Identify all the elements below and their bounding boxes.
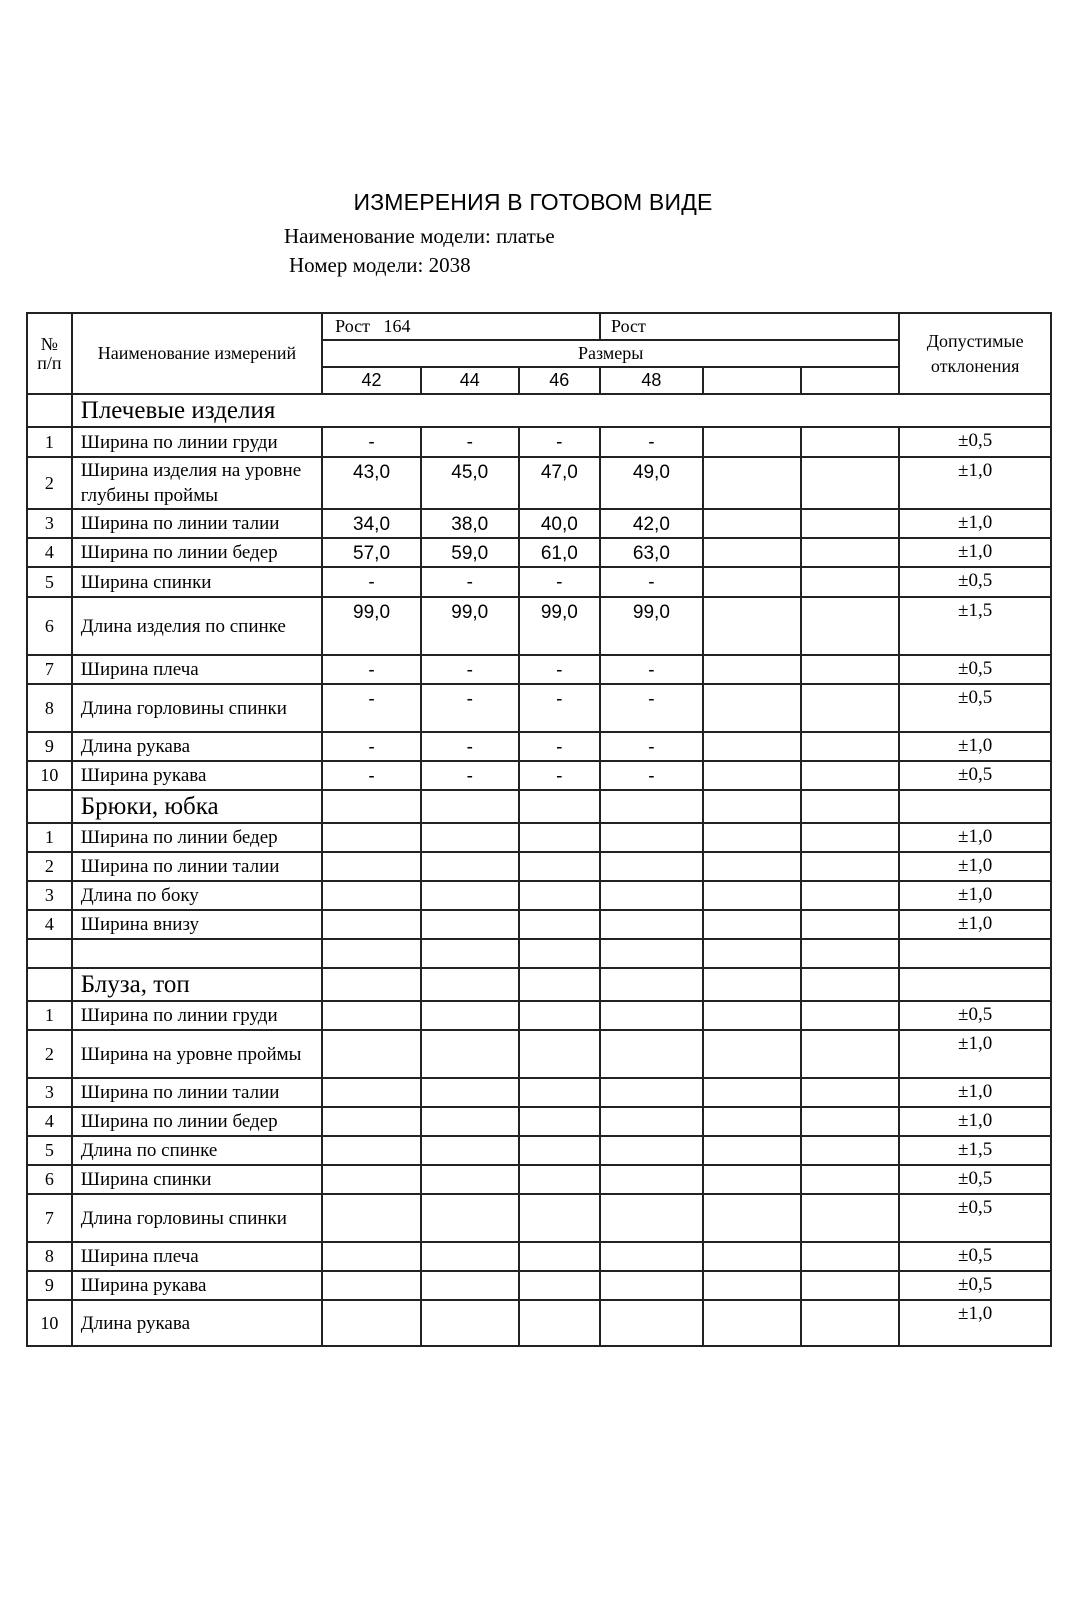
measurement-name: Длина изделия по спинке (72, 597, 322, 655)
size-value: - (421, 732, 519, 761)
row-number: 5 (27, 1136, 72, 1165)
size-value: - (421, 761, 519, 790)
size-value (600, 910, 703, 939)
size-value (600, 881, 703, 910)
size-value: 99,0 (600, 597, 703, 655)
size-cell (801, 367, 900, 394)
size-value (421, 823, 519, 852)
size-value (421, 1300, 519, 1346)
size-value (600, 1194, 703, 1242)
size-value: - (421, 684, 519, 732)
row-number: 9 (27, 1271, 72, 1300)
tolerance-value: ±0,5 (899, 567, 1051, 597)
section-num-cell (27, 790, 72, 823)
tolerance-value: ±1,0 (899, 1107, 1051, 1136)
header-sizes: Размеры (322, 340, 899, 367)
size-value: - (421, 427, 519, 457)
size-value (322, 823, 421, 852)
section-title: Блуза, топ (72, 968, 322, 1001)
table-row (27, 1030, 1051, 1078)
size-value (322, 1107, 421, 1136)
size-cell: 48 (600, 367, 703, 394)
tolerance-value: ±1,0 (899, 732, 1051, 761)
size-value (703, 1271, 801, 1300)
size-value (322, 852, 421, 881)
size-value (703, 852, 801, 881)
size-value (519, 1136, 600, 1165)
size-value: 61,0 (519, 538, 600, 567)
size-value (322, 1078, 421, 1107)
measurement-name: Ширина по линии талии (72, 1078, 322, 1107)
empty-cell (72, 939, 322, 968)
size-value (703, 1165, 801, 1194)
size-value: - (322, 684, 421, 732)
table-row (27, 567, 1051, 597)
tolerance-value: ±0,5 (899, 427, 1051, 457)
size-value (421, 1001, 519, 1030)
row-number: 6 (27, 1165, 72, 1194)
size-value (703, 1107, 801, 1136)
size-cell (703, 367, 801, 394)
table-row (27, 1194, 1051, 1242)
tolerance-value: ±1,0 (899, 1300, 1051, 1346)
row-number: 1 (27, 823, 72, 852)
section-row (27, 790, 1051, 823)
size-value: 45,0 (421, 457, 519, 509)
empty-cell (801, 939, 900, 968)
size-value: 49,0 (600, 457, 703, 509)
measurement-name: Ширина по линии груди (72, 1001, 322, 1030)
measurement-name: Ширина по линии бедер (72, 538, 322, 567)
table-row (27, 881, 1051, 910)
size-value (801, 567, 900, 597)
measurement-name: Ширина по линии талии (72, 509, 322, 538)
size-value (421, 1078, 519, 1107)
table-row (27, 1001, 1051, 1030)
size-value (801, 1107, 900, 1136)
tolerance-value: ±0,5 (899, 1165, 1051, 1194)
size-value (801, 1271, 900, 1300)
size-value (322, 1001, 421, 1030)
size-value (703, 1300, 801, 1346)
size-value (322, 1136, 421, 1165)
size-value (801, 881, 900, 910)
row-number: 8 (27, 1242, 72, 1271)
size-value (322, 1194, 421, 1242)
size-value (801, 761, 900, 790)
size-value (519, 1078, 600, 1107)
size-value (801, 852, 900, 881)
size-value (703, 910, 801, 939)
size-value (322, 1030, 421, 1078)
size-value (322, 1271, 421, 1300)
empty-cell (801, 968, 900, 1001)
measurement-name: Ширина по линии бедер (72, 1107, 322, 1136)
measurement-name: Ширина по линии груди (72, 427, 322, 457)
empty-cell (519, 968, 600, 1001)
table-row (27, 1165, 1051, 1194)
empty-cell (703, 939, 801, 968)
table-row (27, 538, 1051, 567)
size-value (519, 1300, 600, 1346)
empty-cell (322, 939, 421, 968)
size-value (703, 881, 801, 910)
measurements-table (26, 312, 1052, 1347)
size-value (703, 538, 801, 567)
size-value (519, 1242, 600, 1271)
tolerance-value: ±1,0 (899, 509, 1051, 538)
size-value: - (519, 732, 600, 761)
tolerance-value: ±0,5 (899, 1001, 1051, 1030)
tolerance-value: ±1,0 (899, 881, 1051, 910)
header-height-2: Рост (600, 313, 899, 340)
size-value: - (322, 567, 421, 597)
tolerance-value: ±1,0 (899, 538, 1051, 567)
measurement-name: Длина по спинке (72, 1136, 322, 1165)
tolerance-value: ±1,0 (899, 457, 1051, 509)
tolerance-value: ±0,5 (899, 1242, 1051, 1271)
size-value (421, 1165, 519, 1194)
row-number: 10 (27, 1300, 72, 1346)
size-value (801, 457, 900, 509)
empty-cell (703, 968, 801, 1001)
size-value (801, 1165, 900, 1194)
tolerance-value: ±1,0 (899, 910, 1051, 939)
size-value: - (322, 427, 421, 457)
row-number: 1 (27, 1001, 72, 1030)
section-num-cell (27, 968, 72, 1001)
tolerance-value: ±1,5 (899, 597, 1051, 655)
size-value (600, 1001, 703, 1030)
table-row (27, 852, 1051, 881)
size-value (421, 1136, 519, 1165)
tolerance-value: ±1,5 (899, 1136, 1051, 1165)
size-value (421, 1194, 519, 1242)
table-row (27, 597, 1051, 655)
measurement-name: Длина по боку (72, 881, 322, 910)
size-value: 57,0 (322, 538, 421, 567)
row-number: 3 (27, 881, 72, 910)
size-value (703, 509, 801, 538)
row-number: 3 (27, 509, 72, 538)
size-value (801, 1136, 900, 1165)
size-value: - (600, 655, 703, 684)
size-value (703, 1001, 801, 1030)
size-value (801, 1001, 900, 1030)
measurement-name: Длина горловины спинки (72, 684, 322, 732)
size-cell: 44 (421, 367, 519, 394)
size-value (600, 852, 703, 881)
size-value (519, 1030, 600, 1078)
table-row (27, 427, 1051, 457)
size-value (703, 1242, 801, 1271)
size-value (519, 852, 600, 881)
table-row (27, 684, 1051, 732)
size-value (600, 1136, 703, 1165)
table-row (27, 1136, 1051, 1165)
row-number: 7 (27, 1194, 72, 1242)
size-value (600, 1165, 703, 1194)
row-number: 1 (27, 427, 72, 457)
empty-cell (600, 939, 703, 968)
size-value (322, 1242, 421, 1271)
size-value (519, 1001, 600, 1030)
row-number: 5 (27, 567, 72, 597)
size-cell: 46 (519, 367, 600, 394)
size-value (703, 1078, 801, 1107)
row-number: 4 (27, 538, 72, 567)
size-value: - (519, 567, 600, 597)
size-value: 99,0 (519, 597, 600, 655)
tolerance-value: ±0,5 (899, 684, 1051, 732)
header-name: Наименование измерений (72, 313, 322, 394)
section-title: Плечевые изделия (72, 394, 1051, 427)
row-number: 6 (27, 597, 72, 655)
size-value (703, 1194, 801, 1242)
table-row (27, 732, 1051, 761)
size-value (703, 427, 801, 457)
size-value (801, 1078, 900, 1107)
table-row (27, 1078, 1051, 1107)
table-row (27, 457, 1051, 509)
measurement-name: Ширина спинки (72, 1165, 322, 1194)
size-value (703, 655, 801, 684)
size-value: 38,0 (421, 509, 519, 538)
empty-cell (600, 968, 703, 1001)
table-row (27, 823, 1051, 852)
size-value (600, 1078, 703, 1107)
size-value (801, 684, 900, 732)
empty-cell (899, 939, 1051, 968)
size-value (801, 538, 900, 567)
empty-cell (421, 790, 519, 823)
row-number: 2 (27, 852, 72, 881)
measurement-name: Ширина рукава (72, 1271, 322, 1300)
measurement-name: Ширина спинки (72, 567, 322, 597)
section-num-cell (27, 394, 72, 427)
section-row (27, 394, 1051, 427)
size-value (801, 597, 900, 655)
measurement-name: Длина горловины спинки (72, 1194, 322, 1242)
size-value: 40,0 (519, 509, 600, 538)
measurement-name: Ширина плеча (72, 655, 322, 684)
size-value: 43,0 (322, 457, 421, 509)
size-value: - (322, 761, 421, 790)
size-value: - (322, 655, 421, 684)
tolerance-value: ±1,0 (899, 823, 1051, 852)
size-value (421, 852, 519, 881)
size-value (801, 1242, 900, 1271)
size-value: - (600, 427, 703, 457)
size-value (801, 427, 900, 457)
size-value: 34,0 (322, 509, 421, 538)
header-tolerance: Допустимые отклонения (899, 313, 1051, 394)
measurement-name: Ширина внизу (72, 910, 322, 939)
size-value (801, 655, 900, 684)
size-value (801, 509, 900, 538)
row-number: 2 (27, 1030, 72, 1078)
size-value: 99,0 (322, 597, 421, 655)
model-number: Номер модели: 2038 (289, 253, 471, 277)
size-value (421, 1107, 519, 1136)
size-value (519, 823, 600, 852)
row-number: 10 (27, 761, 72, 790)
empty-cell (703, 790, 801, 823)
size-value: - (600, 567, 703, 597)
size-value: - (600, 684, 703, 732)
size-value (421, 881, 519, 910)
size-value (519, 881, 600, 910)
tolerance-value: ±0,5 (899, 655, 1051, 684)
tolerance-value: ±0,5 (899, 1271, 1051, 1300)
model-name: Наименование модели: платье (284, 224, 555, 248)
empty-cell (322, 968, 421, 1001)
size-value (519, 1165, 600, 1194)
size-value: - (421, 655, 519, 684)
size-value (600, 1242, 703, 1271)
spacer-row (27, 939, 1051, 968)
size-value: - (322, 732, 421, 761)
size-value (801, 910, 900, 939)
size-value (703, 823, 801, 852)
size-value: 47,0 (519, 457, 600, 509)
size-value (421, 910, 519, 939)
size-value: - (600, 761, 703, 790)
empty-cell (27, 939, 72, 968)
empty-cell (421, 968, 519, 1001)
empty-cell (600, 790, 703, 823)
size-value (421, 1242, 519, 1271)
tolerance-value: ±0,5 (899, 1194, 1051, 1242)
size-value (322, 1165, 421, 1194)
size-value: 63,0 (600, 538, 703, 567)
size-value (703, 732, 801, 761)
size-value: - (519, 427, 600, 457)
measurement-name: Ширина рукава (72, 761, 322, 790)
size-value (519, 910, 600, 939)
size-value (421, 1271, 519, 1300)
size-value (703, 1030, 801, 1078)
empty-cell (801, 790, 900, 823)
row-number: 7 (27, 655, 72, 684)
empty-cell (899, 790, 1051, 823)
tolerance-value: ±1,0 (899, 852, 1051, 881)
size-value (801, 1194, 900, 1242)
size-value (703, 457, 801, 509)
row-number: 3 (27, 1078, 72, 1107)
size-value (322, 881, 421, 910)
size-value: 42,0 (600, 509, 703, 538)
measurement-name: Ширина по линии бедер (72, 823, 322, 852)
table-row (27, 1107, 1051, 1136)
size-value (801, 1030, 900, 1078)
tolerance-value: ±1,0 (899, 1078, 1051, 1107)
size-value: - (421, 567, 519, 597)
size-value (703, 761, 801, 790)
size-value (600, 1271, 703, 1300)
page-title: ИЗМЕРЕНИЯ В ГОТОВОМ ВИДЕ (353, 189, 713, 215)
tolerance-value: ±1,0 (899, 1030, 1051, 1078)
size-value (519, 1194, 600, 1242)
size-value: - (519, 761, 600, 790)
size-value (322, 1300, 421, 1346)
size-value: 59,0 (421, 538, 519, 567)
measurement-name: Ширина изделия на уровне глубины проймы (72, 457, 322, 509)
header-height-1: Рост 164 (322, 313, 600, 340)
table-row (27, 910, 1051, 939)
row-number: 2 (27, 457, 72, 509)
row-number: 8 (27, 684, 72, 732)
measurement-name: Ширина плеча (72, 1242, 322, 1271)
size-value (703, 597, 801, 655)
section-title: Брюки, юбка (72, 790, 322, 823)
empty-cell (899, 968, 1051, 1001)
row-number: 4 (27, 910, 72, 939)
size-value (600, 1300, 703, 1346)
size-value (421, 1030, 519, 1078)
size-value (600, 823, 703, 852)
table-row (27, 761, 1051, 790)
size-value: - (519, 655, 600, 684)
empty-cell (421, 939, 519, 968)
size-value (801, 823, 900, 852)
size-value (519, 1107, 600, 1136)
row-number: 9 (27, 732, 72, 761)
size-value (703, 684, 801, 732)
header-num: № п/п (27, 313, 72, 394)
empty-cell (519, 939, 600, 968)
table-row (27, 509, 1051, 538)
measurement-name: Ширина на уровне проймы (72, 1030, 322, 1078)
measurement-name: Длина рукава (72, 732, 322, 761)
size-cell: 42 (322, 367, 421, 394)
size-value (703, 567, 801, 597)
row-number: 4 (27, 1107, 72, 1136)
size-value (801, 732, 900, 761)
empty-cell (322, 790, 421, 823)
size-value: - (600, 732, 703, 761)
measurement-name: Ширина по линии талии (72, 852, 322, 881)
size-value (519, 1271, 600, 1300)
size-value (322, 910, 421, 939)
size-value: 99,0 (421, 597, 519, 655)
measurement-name: Длина рукава (72, 1300, 322, 1346)
empty-cell (519, 790, 600, 823)
size-value (600, 1107, 703, 1136)
size-value (801, 1300, 900, 1346)
table-row (27, 1271, 1051, 1300)
table-row (27, 1300, 1051, 1346)
size-value (703, 1136, 801, 1165)
table-row (27, 655, 1051, 684)
size-value: - (519, 684, 600, 732)
size-value (600, 1030, 703, 1078)
section-row (27, 968, 1051, 1001)
table-row (27, 1242, 1051, 1271)
tolerance-value: ±0,5 (899, 761, 1051, 790)
